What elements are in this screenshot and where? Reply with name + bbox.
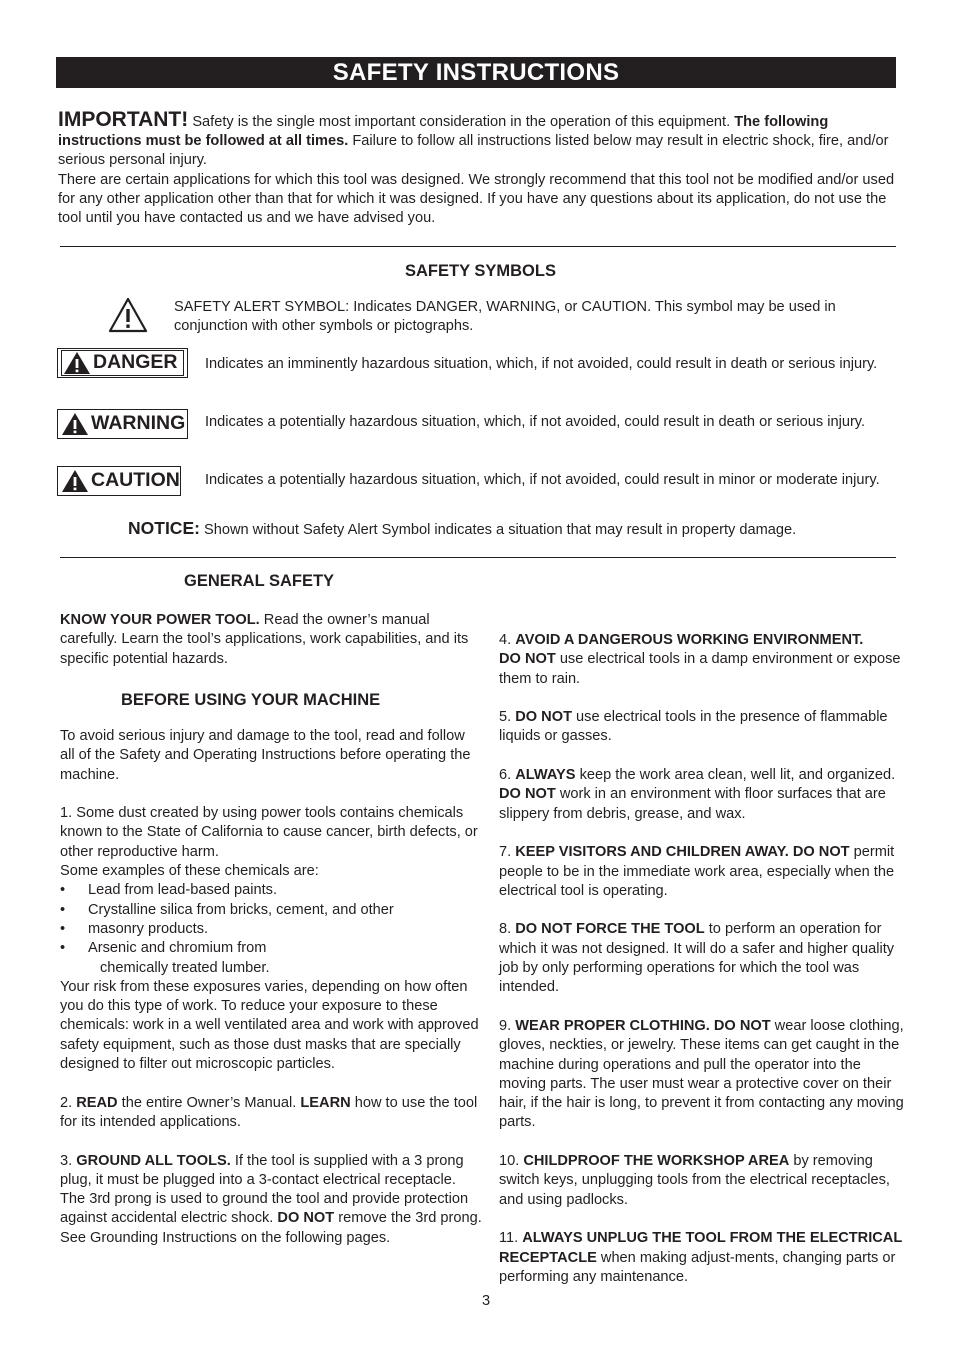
item-bold: WEAR PROPER CLOTHING. DO NOT	[515, 1017, 771, 1034]
bullet-dot: •	[60, 920, 66, 937]
item-text: by removing switch keys, unplugging tools from the electrical receptacles, and using padlocks.	[499, 1153, 890, 1208]
item-number: 8.	[499, 921, 516, 938]
bullet-text: Crystalline silica from bricks, cement, and other	[88, 901, 394, 918]
caution-label: CAUTION	[91, 469, 180, 492]
know-your-tool-paragraph	[60, 611, 482, 669]
item-number: 4.	[499, 632, 516, 648]
safety-symbols-heading: SAFETY SYMBOLS	[405, 262, 556, 280]
bullet-item	[60, 939, 482, 958]
item-text: the entire Owner’s Manual.	[117, 1094, 301, 1111]
item-2	[60, 1094, 482, 1133]
item-9	[499, 1017, 911, 1133]
intro-text-1: Safety is the single most important consideration in the operation of this equipment.	[188, 114, 735, 130]
warning-triangle-icon	[63, 351, 91, 375]
item-number: 5.	[499, 709, 516, 726]
page-number: 3	[482, 1293, 491, 1309]
item-number: 9.	[499, 1017, 516, 1034]
item-text: remove the 3rd prong. See Grounding Instructions on the following pages.	[60, 1210, 482, 1246]
item-number: 11.	[499, 1230, 523, 1247]
notice-text: Shown without Safety Alert Symbol indicates a situation that may result in property damage.	[199, 522, 797, 538]
bullet-continuation: chemically treated lumber.	[100, 959, 270, 976]
item-number: 10.	[499, 1153, 524, 1170]
before-using-column	[60, 727, 482, 1267]
know-bold: KNOW YOUR POWER TOOL.	[60, 612, 260, 628]
item-5	[499, 708, 911, 747]
item-bold: DO NOT	[277, 1210, 335, 1227]
bullet-text: masonry products.	[88, 920, 209, 937]
item-bold: DO NOT	[499, 786, 556, 803]
alert-symbol-description: SAFETY ALERT SYMBOL: Indicates DANGER, WARNING, or CAUTION. This symbol may be used in conjunction with other symbols or pictographs.	[174, 299, 836, 335]
item-number: 3.	[60, 1152, 77, 1169]
before-intro: To avoid serious injury and damage to the tool, read and follow all of the Safety and Operating Instructions before operating the machine.	[60, 728, 471, 783]
danger-description: Indicates an imminently hazardous situation, which, if not avoided, could result in death or serious injury.	[205, 356, 878, 372]
safety-alert-icon	[108, 296, 148, 334]
intro-paragraph-2: There are certain applications for which this tool was designed. We strongly recommend that this tool not be modified and/or used for any other application other than that for which it was designed. If you have any questions about its application, do not use the tool until you have contacted us and we have advised you.	[58, 172, 895, 227]
item-text: keep the work area clean, well lit, and organized.	[575, 767, 896, 784]
item-text: wear loose clothing, gloves, neckties, or jewelry. These items can get caught in the machine during operations and pull the operator into the moving parts. The user must wear a protective cover on their hair, if the hair is long, to prevent it from contacting any moving parts.	[499, 1017, 904, 1131]
item-bold: DO NOT	[515, 709, 572, 726]
item-text: when making adjust-ments, changing parts or performing any maintenance.	[499, 1249, 896, 1285]
item-4	[499, 631, 911, 689]
item-bold: DO NOT FORCE THE TOOL	[515, 921, 705, 938]
warning-description: Indicates a potentially hazardous situation, which, if not avoided, could result in death or serious injury.	[205, 414, 866, 430]
item-7	[499, 843, 911, 901]
item-10	[499, 1152, 911, 1210]
bullet-text: Lead from lead-based paints.	[88, 882, 278, 899]
bullet-item	[60, 881, 482, 900]
item-6	[499, 766, 911, 824]
page-title: SAFETY INSTRUCTIONS	[56, 57, 896, 88]
item-number: 7.	[499, 844, 516, 861]
item-bold: AVOID A DANGEROUS WORKING ENVIRONMENT.	[515, 632, 864, 648]
caution-badge	[57, 466, 181, 496]
bullet-item	[60, 920, 482, 939]
item-8	[499, 920, 911, 997]
bullet-dot: •	[60, 940, 66, 957]
item-bold: READ	[76, 1094, 118, 1111]
item-bold: ALWAYS UNPLUG THE TOOL FROM THE ELECTRICAL RECEPTACLE	[499, 1230, 902, 1266]
warning-label: WARNING	[91, 412, 186, 435]
item-3	[60, 1152, 482, 1248]
left-column	[60, 611, 482, 688]
item-1-examples: Some examples of these chemicals are:	[60, 863, 319, 880]
bullet-dot: •	[60, 882, 66, 899]
item-text: work in an environment with floor surfaces that are slippery from debris, grease, and wax.	[499, 786, 886, 822]
notice-label: NOTICE:	[128, 518, 200, 538]
warning-triangle-icon	[61, 469, 89, 493]
before-using-heading: BEFORE USING YOUR MACHINE	[121, 691, 381, 709]
danger-badge	[57, 348, 188, 378]
item-text: If the tool is supplied with a 3 prong plug, it must be plugged into a 3-contact electrical receptacle. The 3rd prong is used to ground the tool and provide protection against accidental electric shock.	[60, 1152, 469, 1227]
danger-label: DANGER	[93, 351, 178, 374]
item-text: use electrical tools in the presence of flammable liquids or gasses.	[499, 709, 888, 745]
intro-text-2: Failure to follow all instructions listed below may result in electric shock, fire, and/or serious personal injury.	[58, 133, 889, 169]
item-text: how to use the tool for its intended applications.	[60, 1094, 478, 1130]
important-label: IMPORTANT!	[58, 108, 189, 131]
intro-paragraph	[58, 110, 904, 171]
item-11	[499, 1229, 911, 1287]
divider-2	[60, 557, 896, 558]
divider-1	[60, 246, 896, 247]
item-bold: CHILDPROOF THE WORKSHOP AREA	[523, 1153, 790, 1170]
warning-triangle-icon	[61, 412, 89, 436]
caution-description: Indicates a potentially hazardous situation, which, if not avoided, could result in minor or moderate injury.	[205, 472, 880, 488]
item-bold: LEARN	[300, 1094, 351, 1111]
risk-paragraph: Your risk from these exposures varies, depending on how often you do this type of work. To reduce your exposure to these chemicals: work in a well ventilated area and work with approved safety equipment, such as those dust masks that are specially designed to filter out microscopic particles.	[60, 978, 479, 1073]
item-1: 1. Some dust created by using power tools contains chemicals known to the State of California to cause cancer, birth defects, or other reproductive harm.	[60, 805, 478, 860]
item-bold: KEEP VISITORS AND CHILDREN AWAY. DO NOT	[515, 844, 850, 861]
notice-line	[128, 519, 898, 540]
item-number: 2.	[60, 1094, 77, 1111]
item-bold: GROUND ALL TOOLS.	[76, 1152, 231, 1169]
bullet-text: Arsenic and chromium from	[88, 940, 267, 957]
bullet-item	[60, 901, 482, 920]
item-bold: ALWAYS	[515, 767, 576, 784]
item-number: 6.	[499, 767, 516, 784]
right-column	[499, 631, 911, 1306]
item-text: permit people to be in the immediate work area, especially when the electrical tool is operating.	[499, 844, 895, 899]
intro-bold: The following instructions must be followed at all times.	[58, 114, 829, 150]
know-text: Read the owner’s manual carefully. Learn the tool’s applications, work capabilities, and its specific potential hazards.	[60, 612, 469, 667]
bullet-dot: •	[60, 901, 66, 918]
warning-badge	[57, 409, 188, 439]
item-bold: DO NOT	[499, 651, 556, 668]
general-safety-heading: GENERAL SAFETY	[184, 572, 335, 590]
item-text: to perform an operation for which it was not designed. It will do a safer and higher quality job by only performing operations for which the tool was intended.	[499, 921, 895, 996]
item-text: use electrical tools in a damp environment or expose them to rain.	[499, 651, 901, 687]
